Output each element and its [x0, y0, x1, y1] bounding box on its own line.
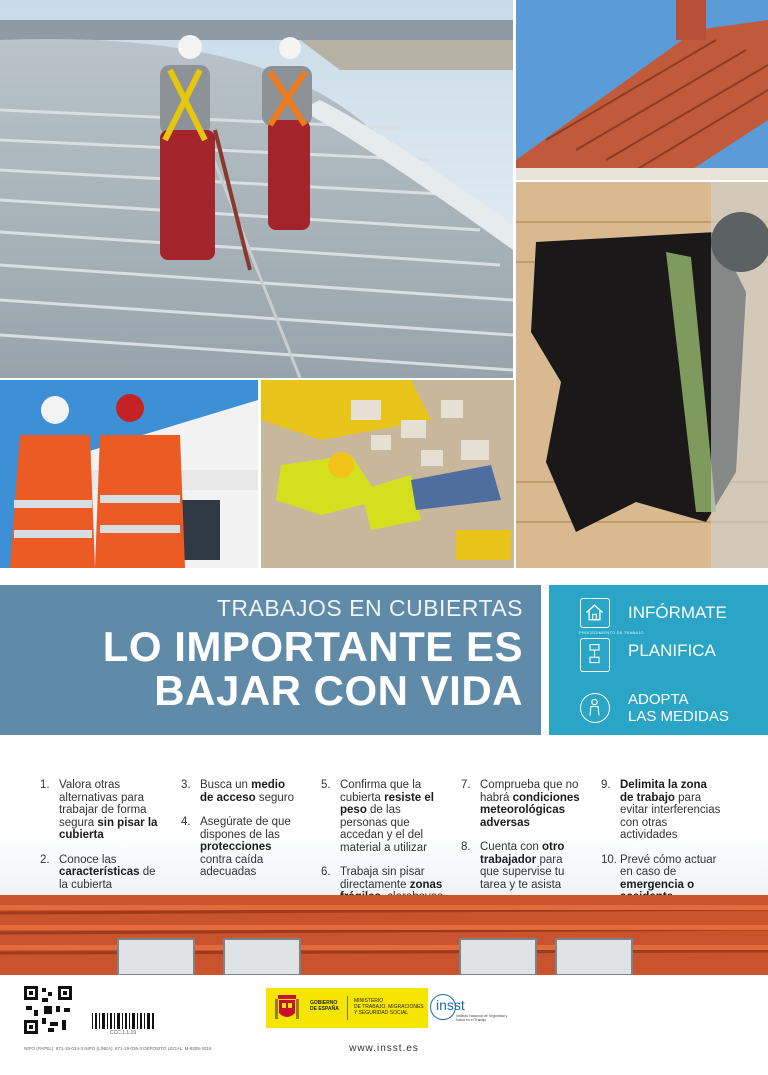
measures-list	[0, 735, 768, 905]
photo-two-workers-vests	[0, 380, 258, 568]
photo-tiled-roof-skylights	[0, 895, 768, 975]
step-label-informate: INFÓRMATE	[628, 603, 727, 622]
ministry-text: MINISTERIO DE TRABAJO, MIGRACIONES Y SEGURIDAD SOCIAL	[354, 998, 424, 1016]
measures-column-4	[461, 779, 583, 903]
photo-workers-on-roof	[0, 0, 513, 378]
qr-code[interactable]	[24, 986, 72, 1034]
poster-subtitle: TRABAJOS EN CUBIERTAS	[216, 595, 523, 621]
measure-item-5: 5. Confirma que la cubierta resiste el peso de las personas que accedan y el del material a utilizar	[321, 779, 434, 854]
measure-item-8: 8. Cuenta con otro trabajador para que supervise tu tarea y te asista	[461, 841, 565, 891]
measure-item-7: 7. Comprueba que no habrá condiciones meteorológicas adversas	[461, 779, 580, 829]
footer	[0, 975, 768, 1075]
measure-item-4: 4. Asegúrate de que dispones de las protecciones contra caída adecuadas	[181, 816, 291, 878]
procedure-flowchart-icon	[580, 638, 610, 672]
house-info-icon	[580, 598, 610, 628]
measure-item-9: 9. Delimita la zona de trabajo para evitar interferencias con otras actividades	[601, 779, 721, 841]
steps-box	[549, 585, 768, 735]
photo-fallen-worker	[261, 380, 514, 568]
measure-item-2: 2. Conoce las características de la cubierta	[40, 853, 156, 891]
barcode	[92, 1013, 154, 1029]
insst-subtitle: Instituto Nacional de Seguridad y Salud en el Trabajo	[456, 1014, 508, 1022]
photo-house-roof-tiles	[516, 0, 768, 180]
measure-item-10: 10. Prevé cómo actuar en caso de emergencia o	[601, 853, 717, 891]
gobierno-de-espana-logo	[266, 988, 428, 1028]
legal-text: NIPO (PAPEL): 871-19-034-3 NIPO (LÍNEA): 871-19-036-3 DEPÓSITO LEGAL: M-8205-2019	[24, 1046, 212, 1051]
barcode-number: CCC.1.1.19	[110, 1030, 137, 1036]
insst-name: insst	[436, 997, 465, 1013]
insst-logo	[430, 988, 510, 1028]
measures-column-1	[40, 779, 160, 903]
measures-column-2	[181, 779, 299, 891]
photo-broken-roof-panel	[516, 182, 768, 568]
measure-item-6: 6. Trabaja sin pisar directamente zonas	[321, 866, 443, 891]
website-link[interactable]: www.insst.es	[349, 1043, 419, 1054]
measure-item-3: 3. Busca un medio de acceso seguro	[181, 779, 294, 804]
person-protection-icon	[580, 693, 610, 723]
measure-item-1: 1. Valora otras alternativas para trabajar de forma segura sin pisar la cubierta	[40, 779, 158, 841]
title-banner	[0, 585, 541, 735]
step-label-adopta: ADOPTA LAS MEDIDAS	[628, 691, 729, 725]
poster-title-line-2: BAJAR CON VIDA	[154, 667, 523, 714]
coat-of-arms-icon	[274, 993, 300, 1023]
poster-title-line-1: LO IMPORTANTE ES	[102, 623, 523, 670]
step-label-planifica: PLANIFICA	[628, 641, 716, 660]
poster-title	[103, 625, 523, 713]
procedure-caption: PROCEDIMIENTO DE TRABAJO	[579, 630, 644, 635]
gobierno-text: GOBIERNO DE ESPAÑA	[310, 1000, 339, 1012]
